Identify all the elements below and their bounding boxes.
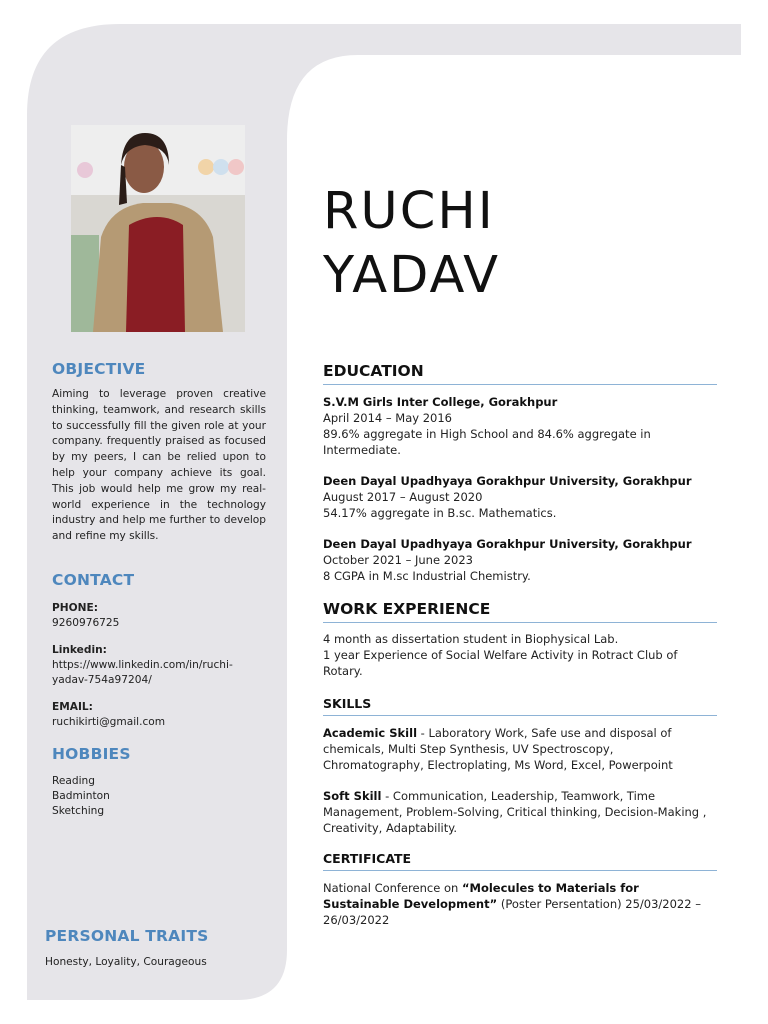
academic-skill-label: Academic Skill [323, 726, 418, 740]
name-first: RUCHI [323, 182, 495, 241]
email-block [52, 700, 266, 730]
linkedin-url[interactable] [52, 658, 266, 688]
hobby-item: Reading [52, 775, 96, 787]
education-dates: August 2017 – August 2020 [323, 490, 483, 504]
personal-traits-text: Honesty, Loyality, Courageous [45, 956, 207, 968]
hobby-item: Sketching [52, 805, 105, 817]
certificate-title: “Molecules to Materials for Sustainable Development” [323, 881, 639, 911]
work-experience-line: 4 month as dissertation student in Biophysical Lab. [323, 632, 619, 646]
education-dates: October 2021 – June 2023 [323, 553, 473, 567]
profile-photo [71, 125, 245, 332]
hobby-item: Badminton [52, 790, 110, 802]
certificate-entry [323, 880, 717, 928]
linkedin-url-line2[interactable]: yadav-754a97204/ [52, 674, 152, 686]
hobbies-list [52, 774, 110, 819]
name-last: YADAV [323, 246, 500, 305]
work-experience-line: 1 year Experience of Social Welfare Activity in Rotract Club of Rotary. [323, 648, 678, 678]
education-detail: 89.6% aggregate in High School and 84.6% aggregate in Intermediate. [323, 427, 651, 457]
phone-value: 9260976725 [52, 617, 120, 629]
candidate-name [323, 180, 500, 308]
work-experience-heading: WORK EXPERIENCE [323, 600, 717, 623]
soft-skill-label: Soft Skill [323, 789, 382, 803]
contact-heading: CONTACT [52, 571, 135, 589]
institution-name: Deen Dayal Upadhyaya Gorakhpur University, Gorakhpur [323, 474, 692, 488]
objective-text: Aiming to leverage proven creative thinking, teamwork, and research skills to successfully fill the given role at your company. frequently praised as focused by my peers, I can be relied upon to help your company achieve its goal. This job would help me grow my real-world experience in the technology industry and help me further to develop and refine my skills. [52, 388, 266, 543]
certificate-prefix: National Conference on [323, 881, 462, 895]
soft-skills [323, 788, 717, 836]
education-entry [323, 473, 717, 521]
academic-skill-text: - Laboratory Work, Safe use and disposal of chemicals, Multi Step Synthesis, UV Spectroscopy, Chromatography, Electroplating, Ms Word, Excel, Powerpoint [323, 726, 673, 772]
certificate-heading: CERTIFICATE [323, 851, 717, 871]
education-dates: April 2014 – May 2016 [323, 411, 452, 425]
institution-name: S.V.M Girls Inter College, Gorakhpur [323, 395, 558, 409]
education-entry [323, 394, 717, 458]
hobbies-heading: HOBBIES [52, 745, 131, 763]
education-detail: 8 CGPA in M.sc Industrial Chemistry. [323, 569, 531, 583]
email-value[interactable]: ruchikirti@gmail.com [52, 716, 166, 728]
academic-skills [323, 725, 717, 773]
skills-section [323, 696, 717, 836]
personal-traits-heading: PERSONAL TRAITS [45, 927, 209, 945]
phone-block [52, 601, 266, 631]
soft-skill-text: - Communication, Leadership, Teamwork, Time Management, Problem-Solving, Critical thinking, Decision-Making , Creativity, Adaptability. [323, 789, 707, 835]
education-detail: 54.17% aggregate in B.sc. Mathematics. [323, 506, 557, 520]
education-heading: EDUCATION [323, 362, 717, 385]
education-entry [323, 536, 717, 584]
email-label: EMAIL: [52, 701, 93, 713]
education-section [323, 362, 717, 584]
phone-label: PHONE: [52, 602, 98, 614]
linkedin-label: Linkedin: [52, 644, 107, 656]
objective-heading: OBJECTIVE [52, 360, 146, 378]
linkedin-url-line1[interactable]: https://www.linkedin.com/in/ruchi- [52, 659, 233, 671]
objective-section [52, 360, 266, 545]
certificate-suffix: (Poster Persentation) 25/03/2022 – 26/03/2022 [323, 897, 701, 927]
work-experience-section [323, 600, 717, 679]
skills-heading: SKILLS [323, 696, 717, 716]
certificate-section [323, 851, 717, 928]
linkedin-block [52, 643, 266, 688]
institution-name: Deen Dayal Upadhyaya Gorakhpur University, Gorakhpur [323, 537, 692, 551]
